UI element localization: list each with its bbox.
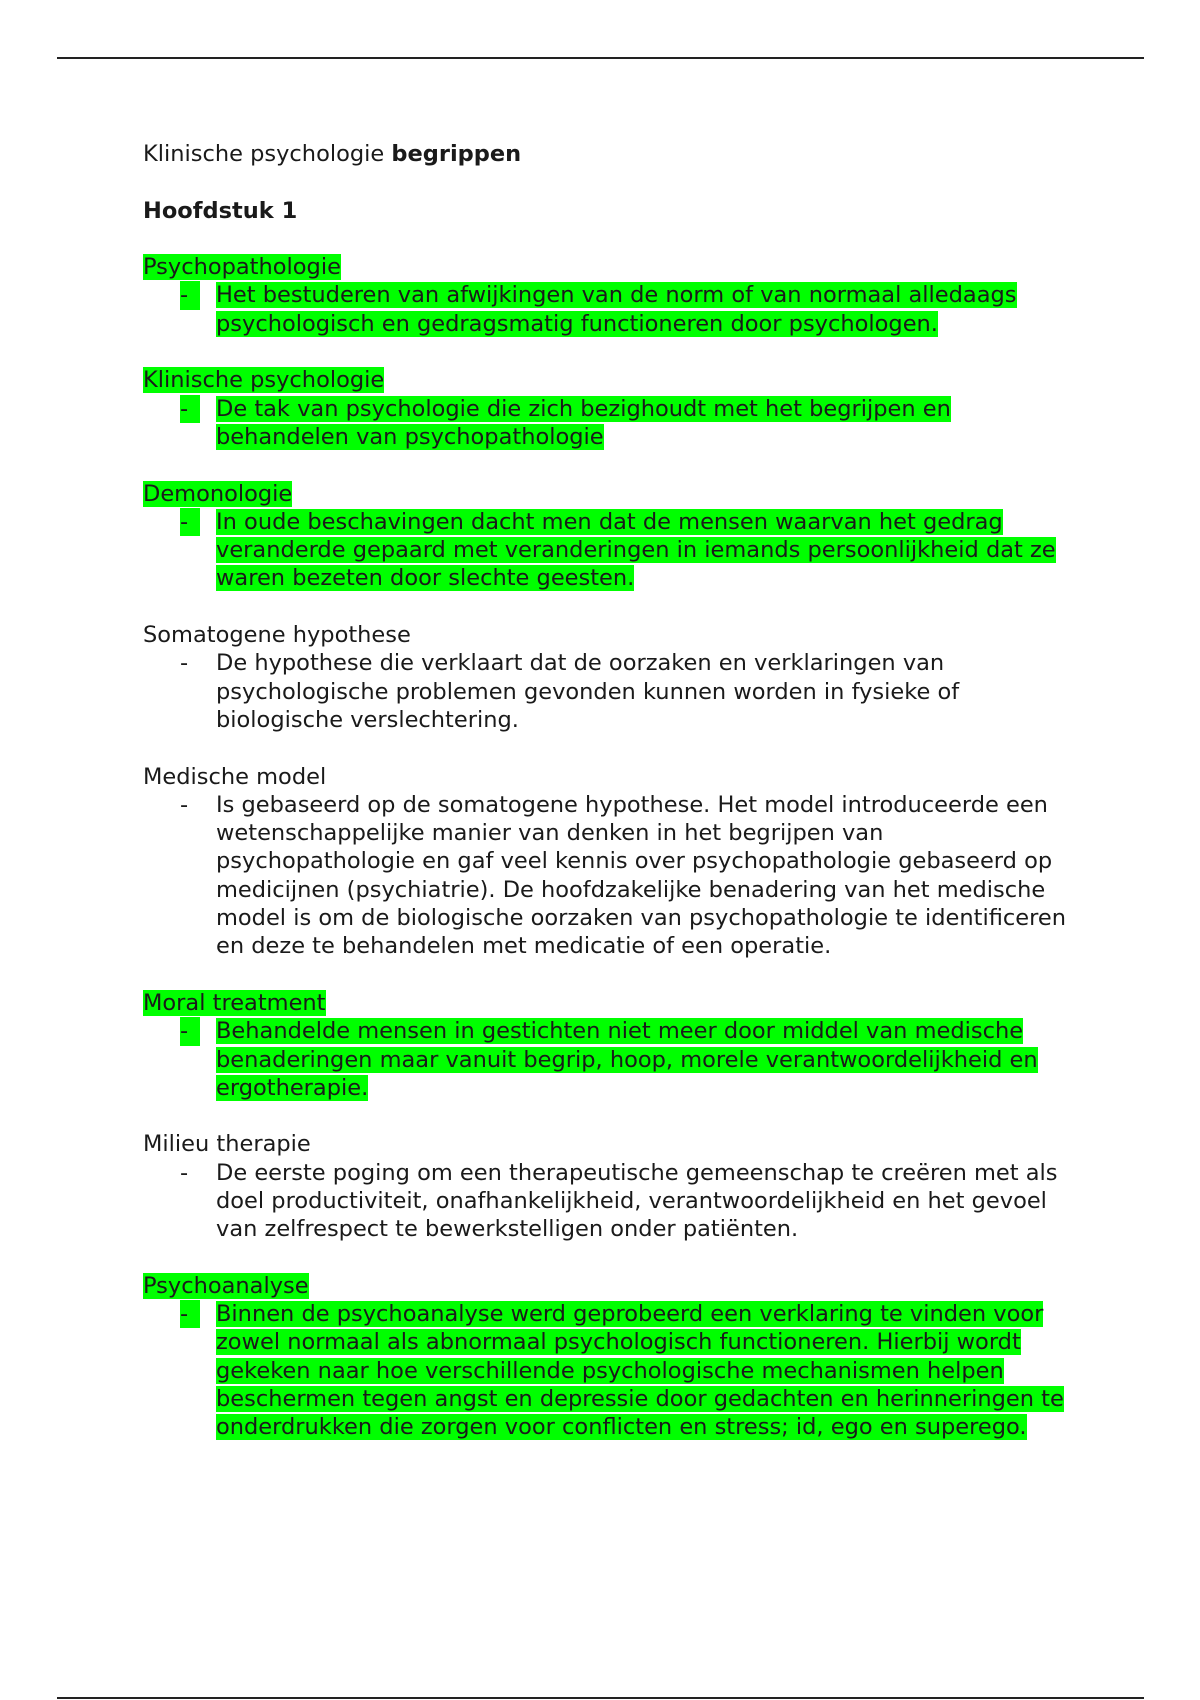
term-definition [143, 281, 1103, 338]
definition-text: Binnen de psychoanalyse werd geprobeerd een verklaring te vinden voor zowel normaal als abnormaal psychologisch functioneren. Hierbij wordt gekeken naar hoe verschillende psychologische mechanismen helpen beschermen tegen angst en depressie door gedachten en herinneringen te onderdrukken die zorgen voor conflicten en stress; id, ego en superego. [216, 1301, 1064, 1441]
term-label: Psychopathologie [143, 254, 341, 281]
chapter-heading: Hoofdstuk 1 [143, 197, 298, 224]
term-label: Demonologie [143, 480, 293, 507]
bullet-dash: - [180, 791, 189, 818]
bullet-dash: - [180, 1017, 200, 1045]
term-entry-psychopathologie [143, 253, 1103, 338]
definition-text: De hypothese die verklaart dat de oorzaken en verklaringen van psychologische problemen gevonden kunnen worden in fysieke of biologische verslechtering. [216, 650, 960, 733]
term-label: Moral treatment [143, 989, 326, 1016]
bullet-dash: - [180, 508, 200, 536]
term-definition [143, 395, 1103, 452]
term-definition [143, 649, 1103, 734]
term-entry-klinische-psychologie [143, 366, 1103, 451]
term-label: Somatogene hypothese [143, 622, 411, 649]
document-title-bold: begrippen [391, 141, 522, 167]
term-definition [143, 1300, 1103, 1441]
document-title-plain: Klinische psychologie [143, 141, 392, 167]
definition-text: In oude beschavingen dacht men dat de mensen waarvan het gedrag veranderde gepaard met veranderingen in iemands persoonlijkheid dat ze waren bezeten door slechte geesten. [216, 508, 1056, 592]
term-definition [143, 1159, 1103, 1244]
term-entry-milieu-therapie [143, 1130, 1103, 1243]
term-label: Klinische psychologie [143, 367, 385, 394]
definition-text: Behandelde mensen in gestichten niet meer door middel van medische benaderingen maar vanuit begrip, hoop, morele verantwoordelijkheid en ergotherapie. [216, 1018, 1038, 1101]
bullet-dash: - [180, 1159, 189, 1186]
term-entry-psychoanalyse [143, 1272, 1103, 1442]
term-entry-somatogene-hypothese [143, 621, 1103, 734]
bottom-rule [57, 1697, 1144, 1699]
bullet-dash: - [180, 1300, 200, 1328]
term-label: Psychoanalyse [143, 1272, 309, 1299]
term-label: Milieu therapie [143, 1131, 311, 1158]
term-entry-moral-treatment [143, 989, 1103, 1102]
definition-text: Is gebaseerd op de somatogene hypothese. Het model introduceerde een wetenschappelijke manier van denken in het begrijpen van psychopathologie en gaf veel kennis over psychopathologie gebaseerd op medicijnen (psychiatrie). De hoofdzakelijke benadering van het medische model is om de biologische oorzaken van psychopathologie te identificeren en deze te behandelen met medicatie of een operatie. [216, 791, 1066, 960]
term-label: Medische model [143, 763, 327, 790]
top-rule [57, 57, 1144, 59]
term-definition [143, 1017, 1103, 1102]
bullet-dash: - [180, 650, 189, 677]
definition-text: Het bestuderen van afwijkingen van de norm of van normaal alledaags psychologisch en gedragsmatig functioneren door psychologen. [216, 282, 1017, 337]
term-definition [143, 791, 1103, 961]
document-title [143, 140, 1103, 168]
term-definition [143, 508, 1103, 593]
document-body [143, 140, 1103, 1470]
definition-text: De tak van psychologie die zich bezighoudt met het begrijpen en behandelen van psychopathologie [216, 395, 951, 450]
bullet-dash: - [180, 395, 200, 423]
definition-text: De eerste poging om een therapeutische gemeenschap te creëren met als doel productiviteit, onafhankelijkheid, verantwoordelijkheid en het gevoel van zelfrespect te bewerkstelligen onder patiënten. [216, 1159, 1058, 1243]
bullet-dash: - [180, 281, 200, 309]
term-entry-medische-model [143, 763, 1103, 961]
term-entry-demonologie [143, 480, 1103, 593]
term-list [143, 253, 1103, 1441]
